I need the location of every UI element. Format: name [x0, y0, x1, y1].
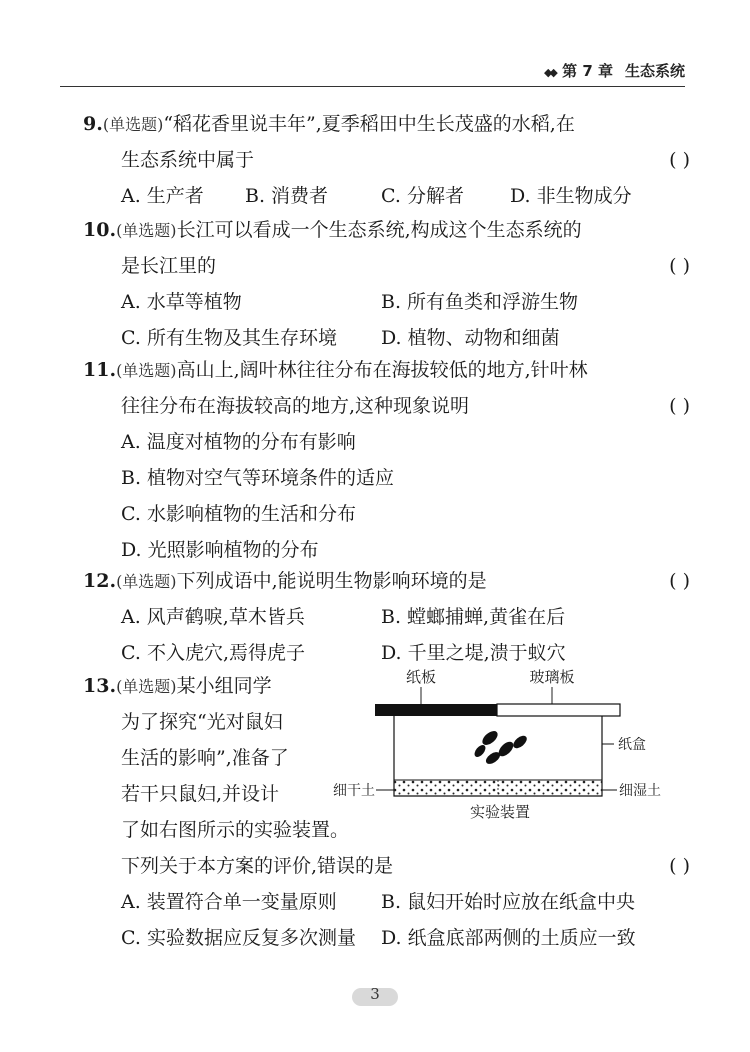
answer-blank: ( ): [669, 149, 690, 171]
question-tag: (单选题): [102, 115, 164, 134]
question-text-line: 若干只鼠妇,并设计: [121, 783, 280, 805]
option-b: B. 所有鱼类和浮游生物: [381, 291, 579, 313]
answer-blank: ( ): [669, 395, 690, 417]
woodlice-group: [472, 728, 529, 766]
option-b: B. 鼠妇开始时应放在纸盒中央: [381, 891, 636, 913]
woodlouse-icon: [511, 733, 529, 750]
option-a: A. 温度对植物的分布有影响: [121, 431, 356, 453]
question-text-line: 为了探究“光对鼠妇: [121, 711, 283, 733]
question-text-line: 高山上,阔叶林往往分布在海拔较低的地方,针叶林: [176, 359, 588, 381]
question-number: 11.: [83, 359, 117, 381]
question-tag: (单选题): [116, 361, 177, 380]
answer-blank: ( ): [669, 255, 690, 277]
page-number: 3: [370, 985, 380, 1003]
experiment-diagram: [330, 660, 680, 830]
question-number: 12.: [83, 570, 117, 592]
option-d: D. 千里之堤,溃于蚁穴: [381, 642, 566, 664]
question-number: 9.: [83, 113, 103, 135]
question-tag: (单选题): [116, 221, 177, 240]
double-diamond-icon: ◆◆: [543, 66, 555, 79]
option-d: D. 光照影响植物的分布: [121, 539, 319, 561]
option-a: A. 生产者: [121, 185, 204, 207]
option-a: A. 装置符合单一变量原则: [121, 891, 337, 913]
woodlouse-icon: [472, 743, 487, 759]
question-11: [83, 352, 690, 568]
diagram-caption: 实验装置: [469, 803, 531, 821]
page-header: [60, 60, 685, 86]
option-d: D. 非生物成分: [510, 185, 632, 207]
question-text-line: 了如右图所示的实验装置。: [121, 819, 350, 841]
label-box: 纸盒: [618, 737, 646, 753]
option-b: B. 植物对空气等环境条件的适应: [121, 467, 395, 489]
question-text-line: 生态系统中属于: [121, 149, 255, 171]
question-text-line: “稻花香里说丰年”,夏季稻田中生长茂盛的水稻,在: [163, 113, 575, 135]
option-d: D. 植物、动物和细菌: [381, 327, 560, 349]
option-c: C. 分解者: [381, 185, 464, 207]
question-text-line: 下列成语中,能说明生物影响环境的是: [176, 570, 487, 592]
question-10: [83, 212, 690, 356]
glass-board: [497, 704, 620, 716]
woodlouse-icon: [480, 728, 500, 747]
chapter-number: 第 7 章: [562, 62, 613, 80]
answer-blank: ( ): [669, 570, 690, 592]
option-c: C. 实验数据应反复多次测量: [121, 927, 356, 949]
label-dry-soil: 细干土: [333, 783, 375, 799]
chapter-title: 生态系统: [624, 62, 685, 80]
question-12: [83, 563, 690, 671]
option-c: C. 所有生物及其生存环境: [121, 327, 337, 349]
question-number: 10.: [83, 219, 117, 241]
option-c: C. 不入虎穴,焉得虎子: [121, 642, 305, 664]
label-paper-board: 纸板: [405, 668, 437, 686]
question-tag: (单选题): [116, 677, 177, 696]
question-text-line: 下列关于本方案的评价,错误的是: [121, 855, 394, 877]
option-b: B. 消费者: [245, 185, 329, 207]
question-text-line: 长江可以看成一个生态系统,构成这个生态系统的: [176, 219, 582, 241]
option-a: A. 风声鹤唳,草木皆兵: [121, 606, 305, 628]
option-b: B. 螳螂捕蝉,黄雀在后: [381, 606, 566, 628]
question-text-line: 某小组同学: [176, 675, 272, 697]
paper-board: [375, 704, 497, 716]
label-glass-board: 玻璃板: [529, 668, 575, 686]
question-9: [83, 106, 690, 214]
option-d: D. 纸盒底部两侧的土质应一致: [381, 927, 636, 949]
question-number: 13.: [83, 675, 117, 697]
question-tag: (单选题): [116, 572, 177, 591]
header-rule: [60, 86, 685, 87]
question-text-line: 生活的影响”,准备了: [121, 747, 289, 769]
option-a: A. 水草等植物: [121, 291, 242, 313]
answer-blank: ( ): [669, 855, 690, 877]
label-wet-soil: 细湿土: [619, 783, 661, 799]
question-text-line: 是长江里的: [121, 255, 217, 277]
question-text-line: 往往分布在海拔较高的地方,这种现象说明: [121, 395, 470, 417]
option-c: C. 水影响植物的生活和分布: [121, 503, 356, 525]
